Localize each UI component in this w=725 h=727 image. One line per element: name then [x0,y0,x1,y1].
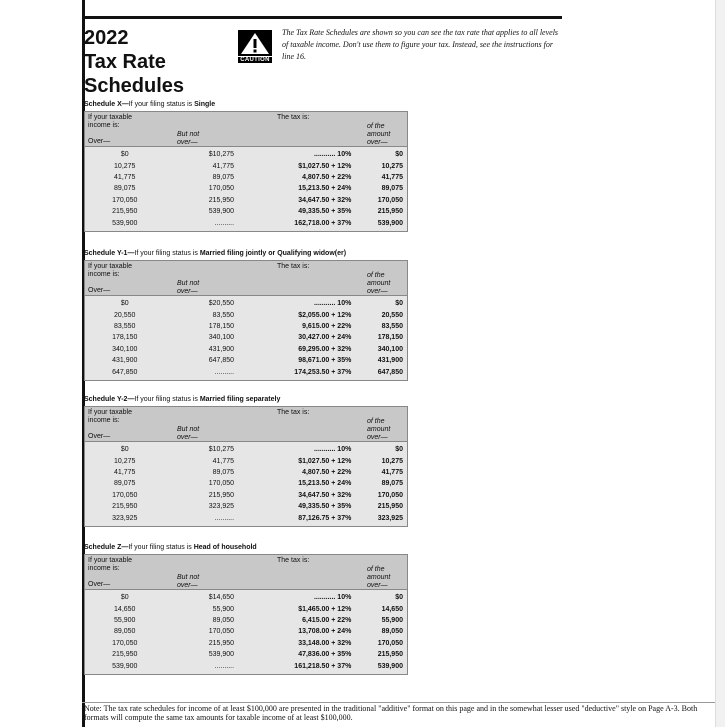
table-row [85,490,407,501]
table-cell: ........... 10% [313,594,352,602]
table-row [85,355,407,366]
table-cell: 89,075 [114,480,136,488]
schedule-table [84,111,408,232]
table-cell: 323,925 [112,514,138,522]
schedule-desc: If your filing status is [128,101,195,108]
table-cell: 170,050 [377,491,403,499]
table-cell: 83,550 [114,322,136,330]
table-cell: 89,075 [114,185,136,193]
filing-status: Single [194,101,216,108]
header-text: amount [367,574,391,581]
table-cell: 14,650 [381,605,403,613]
table-cell: $20,550 [208,300,235,308]
tax-is-header: The tax is: [277,409,310,416]
table-cell: $1,027.50 + 12% [298,162,352,170]
table-cell: 55,900 [381,616,403,624]
table-cell: $14,650 [208,594,235,602]
schedule-table [84,406,408,527]
table-cell: 647,850 [112,368,138,376]
table-cell: $0 [120,300,129,308]
table-cell: 431,900 [377,357,403,365]
header-text: If your taxable [88,114,132,121]
taxable-income-header [88,114,132,130]
header-text: But not [177,131,200,138]
header-text: over— [367,288,388,295]
table-cell: 30,427.00 + 24% [298,334,352,342]
over-header: Over— [88,581,111,588]
header-text: of the [367,272,385,279]
top-rule [82,16,562,19]
table-row [85,206,407,217]
table-cell: 539,900 [377,219,403,227]
schedule-desc: If your filing status is [128,544,194,551]
table-cell: 10,275 [381,162,403,170]
table-cell: 89,050 [114,628,136,636]
table-cell: $10,275 [208,151,235,159]
table-body [84,296,408,381]
table-row [85,298,407,309]
header-text: But not [177,426,200,433]
table-cell: 41,775 [212,457,235,465]
table-cell: 174,253.50 + 37% [294,368,352,376]
table-row [85,344,407,355]
header-text: income is: [88,271,120,278]
table-cell: $2,055.00 + 12% [298,311,352,319]
table-cell: 20,550 [114,311,136,319]
of-amount-over-header [367,123,390,147]
table-cell: 34,647.50 + 32% [298,196,352,204]
table-cell: 33,148.00 + 32% [298,639,352,647]
table-cell: $10,275 [208,446,235,454]
filing-status: Married filing jointly or Qualifying widow(er) [199,250,347,257]
table-cell: ........... 10% [313,300,352,308]
header-text: income is: [88,565,120,572]
table-row [85,455,407,466]
table-cell: 178,150 [377,334,403,342]
table-header [84,260,408,296]
table-row [85,149,407,160]
title-line1: Tax Rate [84,51,166,73]
table-row [85,638,407,649]
header-text: over— [177,288,198,295]
table-cell: 20,550 [381,311,403,319]
table-cell: 15,213.50 + 24% [298,480,352,488]
table-cell: .......... [214,662,235,670]
header-text: amount [367,131,391,138]
schedule-title [84,101,215,108]
table-cell: 539,900 [208,208,235,216]
table-cell: 170,050 [208,480,235,488]
schedule-table [84,554,408,675]
but-not-over-header [177,131,199,147]
schedule-table [84,260,408,381]
warning-icon [238,30,272,56]
table-cell: 431,900 [208,345,235,353]
table-row [85,195,407,206]
table-row [85,592,407,603]
header-text: of the [367,418,385,425]
schedule-label: Schedule Z— [84,544,129,551]
table-cell: ........... 10% [313,151,352,159]
table-cell: 15,213.50 + 24% [298,185,352,193]
table-cell: 89,075 [381,480,403,488]
over-header: Over— [88,433,111,440]
caution-label: CAUTION [238,57,272,63]
footnote: Note: The tax rate schedules for income of at least $100,000 are presented in the traditional "additive" format on this page and in the somewhat lesser used "deductive" style on Page A-3. Both formats will compute the same tax amounts for taxable income of at least $100,000. [84,704,698,722]
table-cell: 340,100 [377,345,403,353]
table-cell: 647,850 [208,357,235,365]
table-row [85,660,407,671]
table-cell: 10,275 [114,162,136,170]
title-line2: Schedules [84,75,185,97]
table-cell: 215,950 [112,651,138,659]
table-cell: .......... [214,219,235,227]
table-cell: 83,550 [381,322,403,330]
table-cell: 178,150 [112,334,138,342]
table-cell: 170,050 [112,491,138,499]
scrollbar-track[interactable] [715,0,725,727]
schedule-label: Schedule X— [84,101,129,108]
schedule-title [84,396,280,403]
header-text: If your taxable [88,409,132,416]
table-cell: 178,150 [208,322,235,330]
table-row [85,217,407,228]
taxable-income-header [88,557,132,573]
header-text: If your taxable [88,557,132,564]
tax-is-header: The tax is: [277,114,310,121]
table-cell: ........... 10% [313,446,352,454]
table-row [85,444,407,455]
header-text: over— [367,434,388,441]
table-cell: 170,050 [377,639,403,647]
table-row [85,478,407,489]
table-cell: 69,295.00 + 32% [298,345,352,353]
table-cell: 340,100 [208,334,235,342]
over-header: Over— [88,287,111,294]
table-cell: 215,950 [112,503,138,511]
header-text: income is: [88,417,120,424]
table-cell: 170,050 [377,196,403,204]
header-text: But not [177,574,200,581]
table-cell: 539,900 [112,219,138,227]
header-text: over— [177,434,198,441]
header-text: over— [367,139,388,146]
table-row [85,321,407,332]
table-header [84,111,408,147]
caution-badge [238,30,272,63]
table-cell: 6,415.00 + 22% [302,616,352,624]
intro-text: The Tax Rate Schedules are shown so you can see the tax rate that applies to all levels of taxable income. Don't use them to figure your tax. Instead, see the instructions for line 16. [282,28,559,61]
schedule-label: Schedule Y-2— [84,396,135,403]
of-amount-over-header [367,418,390,442]
table-cell: $0 [395,446,403,454]
table-cell: $0 [395,300,403,308]
table-cell: 89,075 [381,185,403,193]
table-cell: 13,708.00 + 24% [298,628,352,636]
header-text: amount [367,426,391,433]
table-cell: 539,900 [377,662,403,670]
table-cell: 41,775 [212,162,235,170]
table-cell: 41,775 [381,173,403,181]
header-text: over— [177,139,198,146]
table-row [85,501,407,512]
table-cell: 49,335.50 + 35% [298,503,352,511]
table-cell: 14,650 [114,605,136,613]
filing-status: Married filing separately [199,396,281,403]
table-cell: 323,925 [208,503,235,511]
schedule-title [84,250,346,257]
table-cell: 10,275 [114,457,136,465]
table-cell: 83,550 [212,311,235,319]
table-cell: $0 [120,446,129,454]
table-row [85,309,407,320]
table-cell: 34,647.50 + 32% [298,491,352,499]
header-text: over— [177,582,198,589]
schedule-desc: If your filing status is [134,396,200,403]
taxable-income-header [88,409,132,425]
table-row [85,172,407,183]
table-cell: 41,775 [381,468,403,476]
table-cell: 431,900 [112,357,138,365]
table-row [85,332,407,343]
table-cell: .......... [214,514,235,522]
table-cell: 4,807.50 + 22% [302,173,352,181]
table-row [85,615,407,626]
table-cell: 89,075 [212,173,235,181]
table-cell: 89,075 [212,468,235,476]
title-year: 2022 [84,27,129,49]
table-cell: 161,218.50 + 37% [294,662,352,670]
but-not-over-header [177,574,199,590]
taxable-income-header [88,263,132,279]
table-cell: 87,126.75 + 37% [298,514,352,522]
table-cell: 9,615.00 + 22% [302,322,352,330]
table-cell: 539,900 [112,662,138,670]
table-body [84,590,408,675]
table-cell: 49,335.50 + 35% [298,208,352,216]
table-row [85,183,407,194]
table-cell: 55,900 [212,605,235,613]
table-header [84,554,408,590]
table-cell: 47,836.00 + 35% [298,651,352,659]
table-cell: 89,050 [212,616,235,624]
table-cell: $1,027.50 + 12% [298,457,352,465]
table-cell: 170,050 [112,639,138,647]
header-text: If your taxable [88,263,132,270]
table-cell: 41,775 [114,173,136,181]
tax-is-header: The tax is: [277,557,310,564]
table-cell: 170,050 [208,628,235,636]
table-cell: 170,050 [112,196,138,204]
table-cell: 215,950 [377,503,403,511]
table-cell: 4,807.50 + 22% [302,468,352,476]
table-cell: 98,671.00 + 35% [298,357,352,365]
header-text: over— [367,582,388,589]
of-amount-over-header [367,272,390,296]
table-cell: $0 [120,594,129,602]
of-amount-over-header [367,566,390,590]
table-cell: 323,925 [377,514,403,522]
schedule-label: Schedule Y-1— [84,250,135,257]
table-row [85,160,407,171]
table-cell: 10,275 [381,457,403,465]
table-cell: $0 [395,151,403,159]
table-header [84,406,408,442]
but-not-over-header [177,280,199,296]
header-text: of the [367,566,385,573]
page-title [84,26,184,98]
schedule-desc: If your filing status is [134,250,200,257]
header-text: of the [367,123,385,130]
header-text: income is: [88,122,120,129]
note-divider [82,702,715,703]
table-cell: .......... [214,368,235,376]
table-cell: 215,950 [208,639,235,647]
but-not-over-header [177,426,199,442]
over-header: Over— [88,138,111,145]
header-text: But not [177,280,200,287]
table-cell: $0 [395,594,403,602]
table-cell: 215,950 [208,196,235,204]
table-row [85,603,407,614]
table-cell: 215,950 [377,208,403,216]
table-cell: 215,950 [377,651,403,659]
table-cell: 539,900 [208,651,235,659]
table-cell: 170,050 [208,185,235,193]
table-cell: 340,100 [112,345,138,353]
table-row [85,366,407,377]
table-row [85,649,407,660]
table-cell: 215,950 [112,208,138,216]
table-body [84,147,408,232]
table-row [85,467,407,478]
filing-status: Head of household [193,544,257,551]
table-cell: 215,950 [208,491,235,499]
table-cell: 162,718.00 + 37% [294,219,352,227]
schedule-title [84,544,257,551]
header-text: amount [367,280,391,287]
table-row [85,626,407,637]
table-cell: $0 [120,151,129,159]
table-cell: 647,850 [377,368,403,376]
table-row [85,512,407,523]
table-body [84,442,408,527]
table-cell: 41,775 [114,468,136,476]
table-cell: 89,050 [381,628,403,636]
tax-is-header: The tax is: [277,263,310,270]
table-cell: $1,465.00 + 12% [298,605,352,613]
table-cell: 55,900 [114,616,136,624]
